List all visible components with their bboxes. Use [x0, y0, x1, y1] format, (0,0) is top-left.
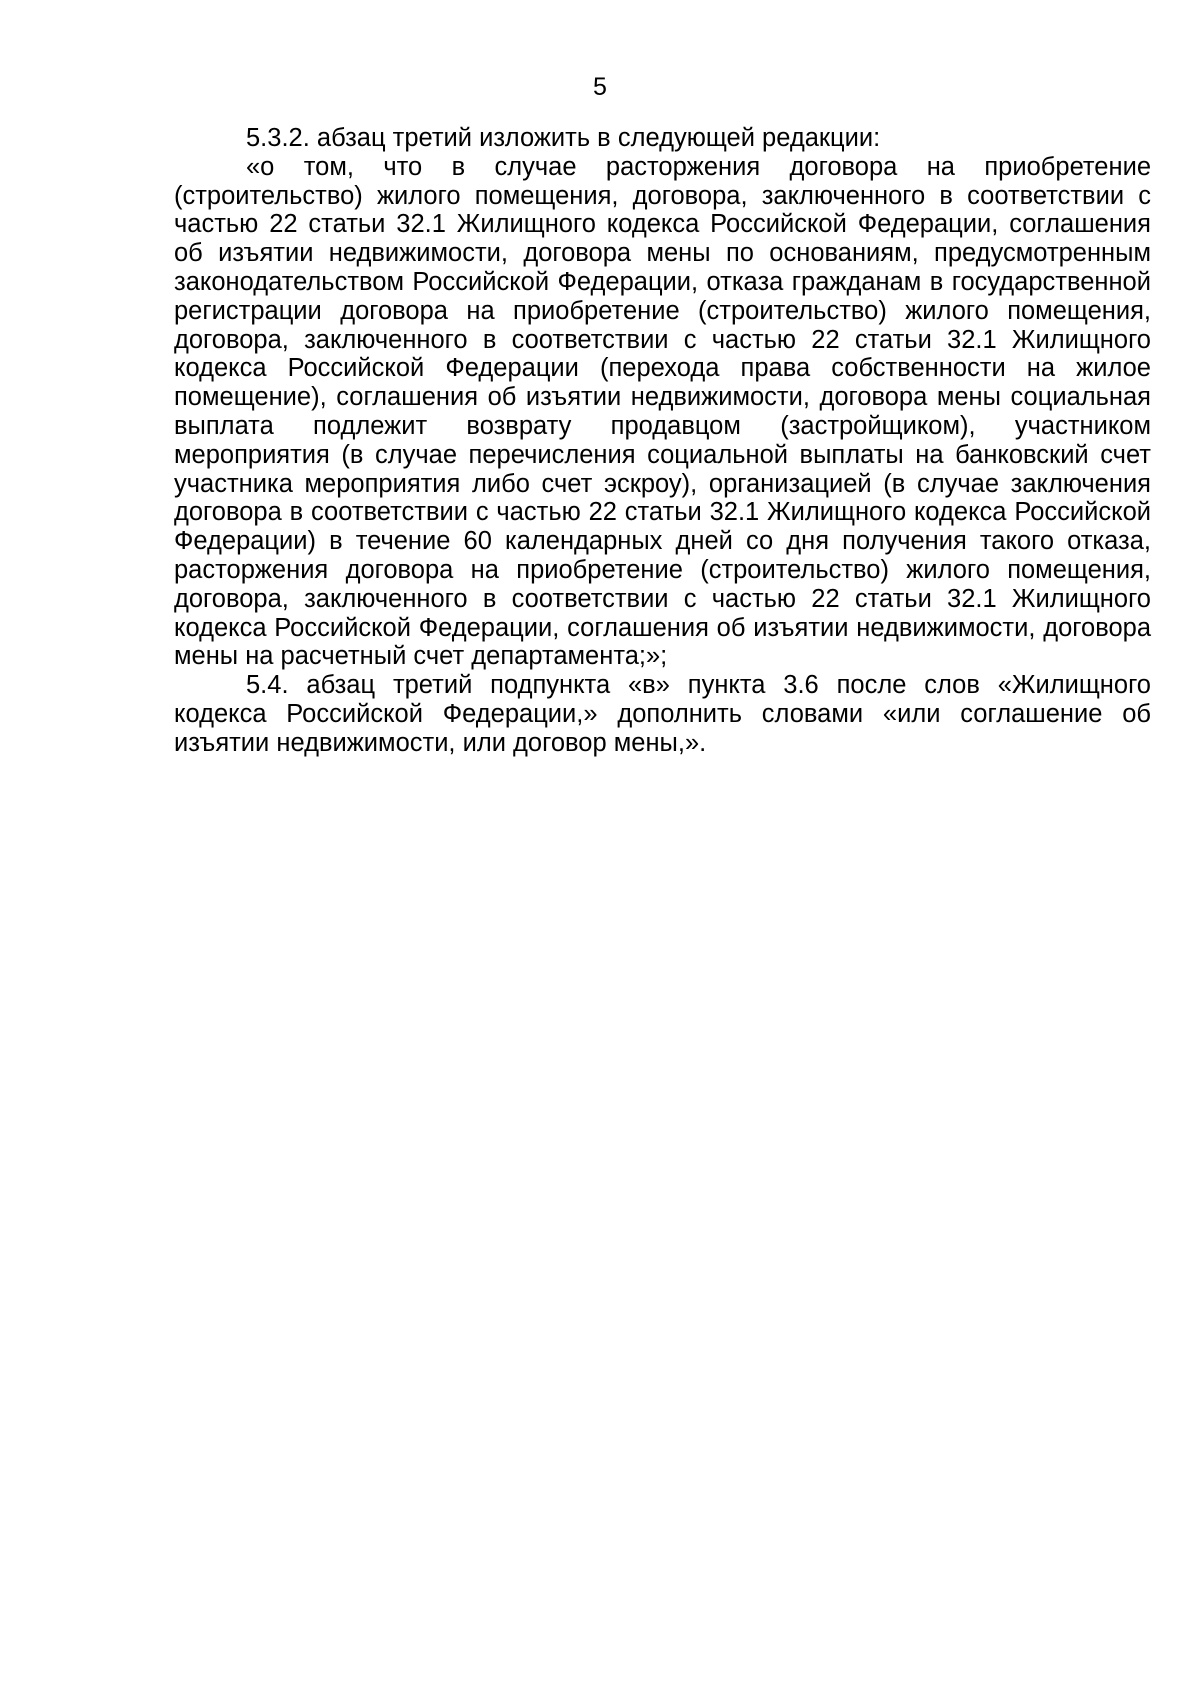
document-body — [174, 124, 1151, 758]
paragraph-quoted-amendment: «о том, что в случае расторжения договора на приобретение (строительство) жилого помещения, договора, заключенного в соответствии с частью 22 статьи 32.1 Жилищного кодекса Российской Федерации, соглашения об изъятии недвижимости, договора мены по основаниям, предусмотренным законодательством Российской Федерации, отказа гражданам в государственной регистрации договора на приобретение (строительство) жилого помещения, договора, заключенного в соответствии с частью 22 статьи 32.1 Жилищного кодекса Российской Федерации (перехода права собственности на жилое помещение), соглашения об изъятии недвижимости, договора мены социальная выплата подлежит возврату продавцом (застройщиком), участником мероприятия (в случае перечисления социальной выплаты на банковский счет участника мероприятия либо счет эскроу), организацией (в случае заключения договора в соответствии с частью 22 статьи 32.1 Жилищного кодекса Российской Федерации) в течение 60 календарных дней со дня получения такого отказа, расторжения договора на приобретение (строительство) жилого помещения, договора, заключенного в соответствии с частью 22 статьи 32.1 Жилищного кодекса Российской Федерации, соглашения об изъятии недвижимости, договора мены на расчетный счет департамента;»; — [174, 152, 1151, 671]
paragraph-5-4: 5.4. абзац третий подпункта «в» пункта 3.6 после слов «Жилищного кодекса Российской Федерации,» дополнить словами «или соглашение об изъятии недвижимости, или договор мены,». — [174, 671, 1151, 757]
page-number: 5 — [593, 73, 607, 101]
paragraph-5-3-2: 5.3.2. абзац третий изложить в следующей редакции: — [246, 124, 881, 152]
